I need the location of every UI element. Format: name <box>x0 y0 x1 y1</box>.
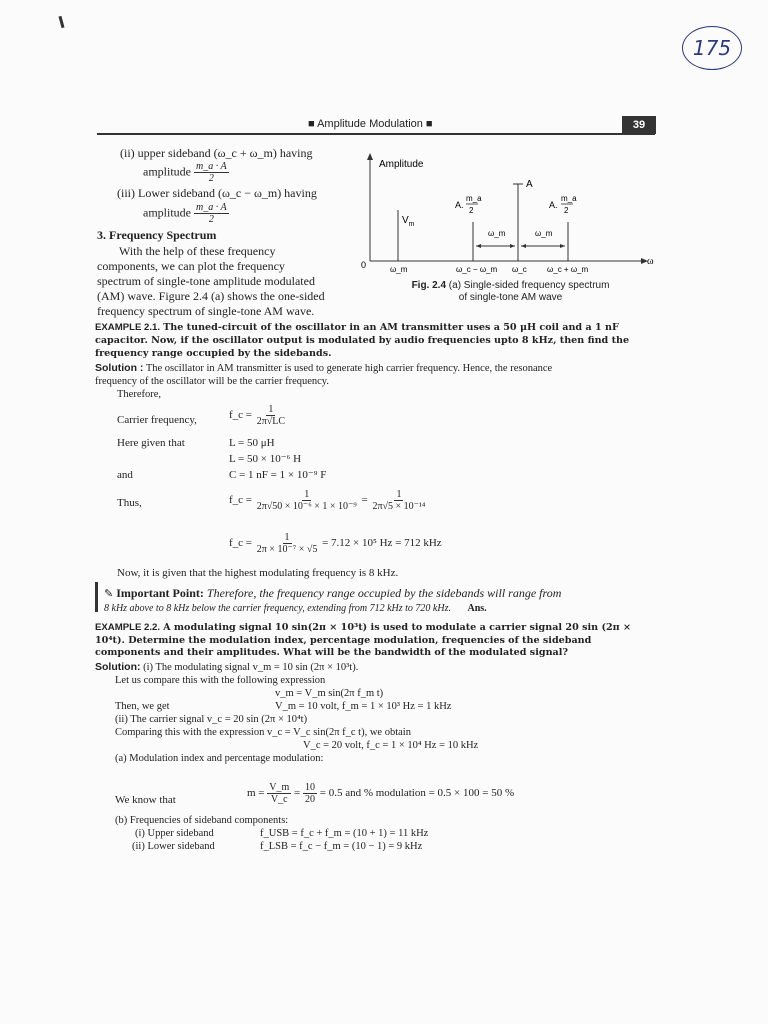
q-line: components and their amplitudes. What will be the bandwidth of the modulated signal? <box>95 647 569 658</box>
para-line: With the help of these frequency <box>119 244 276 258</box>
fc-lhs: f_c = <box>229 409 252 422</box>
q-line: 10⁴t). Determine the modulation index, percentage modulation, frequencies of the sideband <box>95 634 592 646</box>
para-line: frequency spectrum of single-tone AM wave. <box>97 304 315 318</box>
lower-sideband-line: (iii) Lower sideband (ω_c − ω_m) having <box>117 186 317 200</box>
upper-sideband-amplitude <box>143 161 229 184</box>
caption-line2: of single-tone AM wave <box>458 292 563 303</box>
usb-amp-num: m_a <box>561 194 577 203</box>
fc-lhs: f_c = <box>229 494 252 507</box>
L1: L = 50 μH <box>229 437 275 449</box>
s-line: V_c = 20 volt, f_c = 1 × 10⁴ Hz = 10 kHz <box>303 740 479 751</box>
m-formula: m = $\frac{V\_m}{V\_c}$ = $\frac{10}{20}$ = 0.5 and % modulation = 0.5 × 100 = 50 % <box>247 782 515 805</box>
m-result: = 0.5 and % modulation = 0.5 × 100 = 50 % <box>319 787 515 800</box>
thus-den1: 2π√50 × 10⁻⁶ × 1 × 10⁻⁹ <box>256 501 357 512</box>
section-paragraph <box>97 244 352 319</box>
important-text2: 8 kHz above to 8 kHz below the carrier frequency, extending from 712 kHz to 720 kHz. <box>104 603 451 614</box>
answer-label: Ans. <box>467 603 487 614</box>
L2: L = 50 × 10⁻⁶ H <box>229 453 302 465</box>
page-number <box>622 116 656 134</box>
thus-den2: 2π√5 × 10⁻¹⁴ <box>372 501 426 512</box>
lsb-amp-den: 2 <box>469 206 474 215</box>
thus-num: 1 <box>304 489 310 500</box>
fc2-result: = 7.12 × 10⁵ Hz = 712 kHz <box>322 537 442 550</box>
usb-eq: f_USB = f_c + f_m = (10 + 1) = 11 kHz <box>260 828 429 839</box>
amp-den: 2 <box>208 173 214 184</box>
m-den1: V_c <box>270 794 288 805</box>
s-line: (a) Modulation index and percentage modulation: <box>115 753 324 764</box>
usb-amp-den: 2 <box>564 206 569 215</box>
s-line: Therefore, <box>117 389 162 400</box>
s-line: V_m = 10 volt, f_m = 1 × 10³ Hz = 1 kHz <box>275 701 452 712</box>
y-axis-label: Amplitude <box>379 159 424 170</box>
origin-label: 0 <box>361 260 367 270</box>
tick-lsb: ω_c − ω_m <box>456 265 498 274</box>
lsb-amp-prefix: A. <box>455 200 464 210</box>
para-line: spectrum of single-tone amplitude modulated <box>97 274 315 288</box>
C-value: C = 1 nF = 1 × 10⁻⁹ F <box>229 469 327 481</box>
upper-sideband-line: (ii) upper sideband (ω_c + ω_m) having <box>120 146 313 160</box>
given-label: Here given that <box>117 437 185 449</box>
example-2-1-question <box>95 321 660 360</box>
vm-label-sub: m <box>408 221 415 228</box>
vm-label-main: V <box>402 215 409 226</box>
s-line: (i) The modulating signal v_m = 10 sin (2π × 10³t). <box>143 662 359 673</box>
amp-num: m_a · A <box>196 202 227 213</box>
caption-line1: (a) Single-sided frequency spectrum <box>448 280 610 291</box>
s-line: v_m = V_m sin(2π f_m t) <box>275 688 384 699</box>
page-stamp <box>682 26 742 70</box>
section-heading: 3. Frequency Spectrum <box>97 228 217 242</box>
wm-tag-right: ω_m <box>535 229 553 238</box>
usb-amp-prefix: A. <box>549 200 558 210</box>
fc-den: 2π√LC <box>256 416 286 427</box>
usb-label: (i) Upper sideband <box>135 828 214 839</box>
scan-mark <box>58 16 64 28</box>
lsb-eq: f_LSB = f_c − f_m = (10 − 1) = 9 kHz <box>260 841 423 852</box>
fc-num: 1 <box>268 404 274 415</box>
sideband-frequencies <box>115 814 428 853</box>
header-rule <box>97 133 655 135</box>
vm-label <box>402 215 415 228</box>
tick-wm: ω_m <box>390 265 408 274</box>
example-2-2-question <box>95 622 660 660</box>
lower-sideband-amplitude <box>143 202 229 225</box>
s-line: (ii) The carrier signal v_c = 20 sin (2π × 10⁴t) <box>115 714 308 725</box>
figure-caption <box>398 280 623 304</box>
spectrum-figure <box>355 150 660 280</box>
equals: = <box>361 494 368 507</box>
fc2-num: 1 <box>284 532 290 543</box>
para-line: (AM) wave. Figure 2.4 (a) shows the one-sided <box>97 289 325 303</box>
q-line: The tuned-circuit of the oscillator in an AM transmitter uses a 50 μH coil and a 1 nF <box>163 322 619 333</box>
x-end-label: ω <box>647 256 654 267</box>
thus-formula <box>229 489 427 512</box>
fc2-den: 2π × 10⁻⁷ × √5 <box>256 544 318 555</box>
thus-label: Thus, <box>117 497 142 509</box>
q-line: A modulating signal 10 sin(2π × 10³t) is used to modulate a carrier signal 20 sin (2π × <box>163 622 632 633</box>
carrier-amplitude-label: A <box>526 179 533 190</box>
lsb-label: (ii) Lower sideband <box>132 841 215 852</box>
m-lhs: m = <box>247 787 265 800</box>
s-line: frequency of the oscillator will be the carrier frequency. <box>95 376 329 387</box>
important-label: Important Point: <box>116 586 204 600</box>
s-line: Comparing this with the expression v_c = V_c sin(2π f_c t), we obtain <box>115 727 411 738</box>
m-num2: 10 <box>304 782 315 793</box>
caption-label: Fig. 2.4 <box>411 280 447 291</box>
amp-label: amplitude <box>143 164 191 179</box>
q-line: capacitor. Now, if the oscillator output is modulated by audio frequencies upto 8 kHz, then find the <box>95 335 630 346</box>
m-den2: 20 <box>304 794 315 805</box>
s-line: (b) Frequencies of sideband components: <box>115 815 289 826</box>
s-line: Let us compare this with the following expression <box>115 675 326 686</box>
page-stamp-text: 175 <box>692 36 732 60</box>
amp-den: 2 <box>208 214 214 225</box>
s-line: The oscillator in AM transmitter is used to generate high carrier frequency. Hence, the resonance <box>145 363 553 374</box>
now-line: Now, it is given that the highest modulating frequency is 8 kHz. <box>117 567 399 579</box>
lsb-amp-num: m_a <box>466 194 482 203</box>
q-line: frequency range occupied by the sidebands. <box>95 348 332 359</box>
and-label: and <box>117 469 133 481</box>
solution-label: Solution: <box>95 661 141 673</box>
thus-num: 1 <box>396 489 402 500</box>
running-title: ■ Amplitude Modulation ■ <box>308 118 433 130</box>
fc-lhs: f_c = <box>229 537 252 550</box>
tick-usb: ω_c + ω_m <box>547 265 589 274</box>
amp-num: m_a · A <box>196 161 227 172</box>
para-line: components, we can plot the frequency <box>97 259 285 273</box>
m-num1: V_m <box>269 782 290 793</box>
page-number-text: 39 <box>632 119 646 131</box>
amp-label: amplitude <box>143 205 191 220</box>
important-block <box>104 586 664 616</box>
solution-label: Solution : <box>95 362 144 374</box>
important-text1: Therefore, the frequency range occupied by the sidebands will range from <box>206 586 562 600</box>
pen-icon: ✎ <box>104 588 114 600</box>
fc-formula <box>229 404 287 427</box>
example-2-1-solution <box>95 362 660 401</box>
example-2-2-solution <box>95 661 660 765</box>
important-bar <box>95 582 98 612</box>
fc-result-formula <box>229 532 442 555</box>
example-title: EXAMPLE 2.1. <box>95 322 161 333</box>
then-label: Then, we get <box>115 701 170 712</box>
tick-wc: ω_c <box>512 265 527 274</box>
carrier-label: Carrier frequency, <box>117 414 197 426</box>
example-title: EXAMPLE 2.2. <box>95 622 161 633</box>
wm-tag-left: ω_m <box>488 229 506 238</box>
know-label: We know that <box>115 794 176 806</box>
